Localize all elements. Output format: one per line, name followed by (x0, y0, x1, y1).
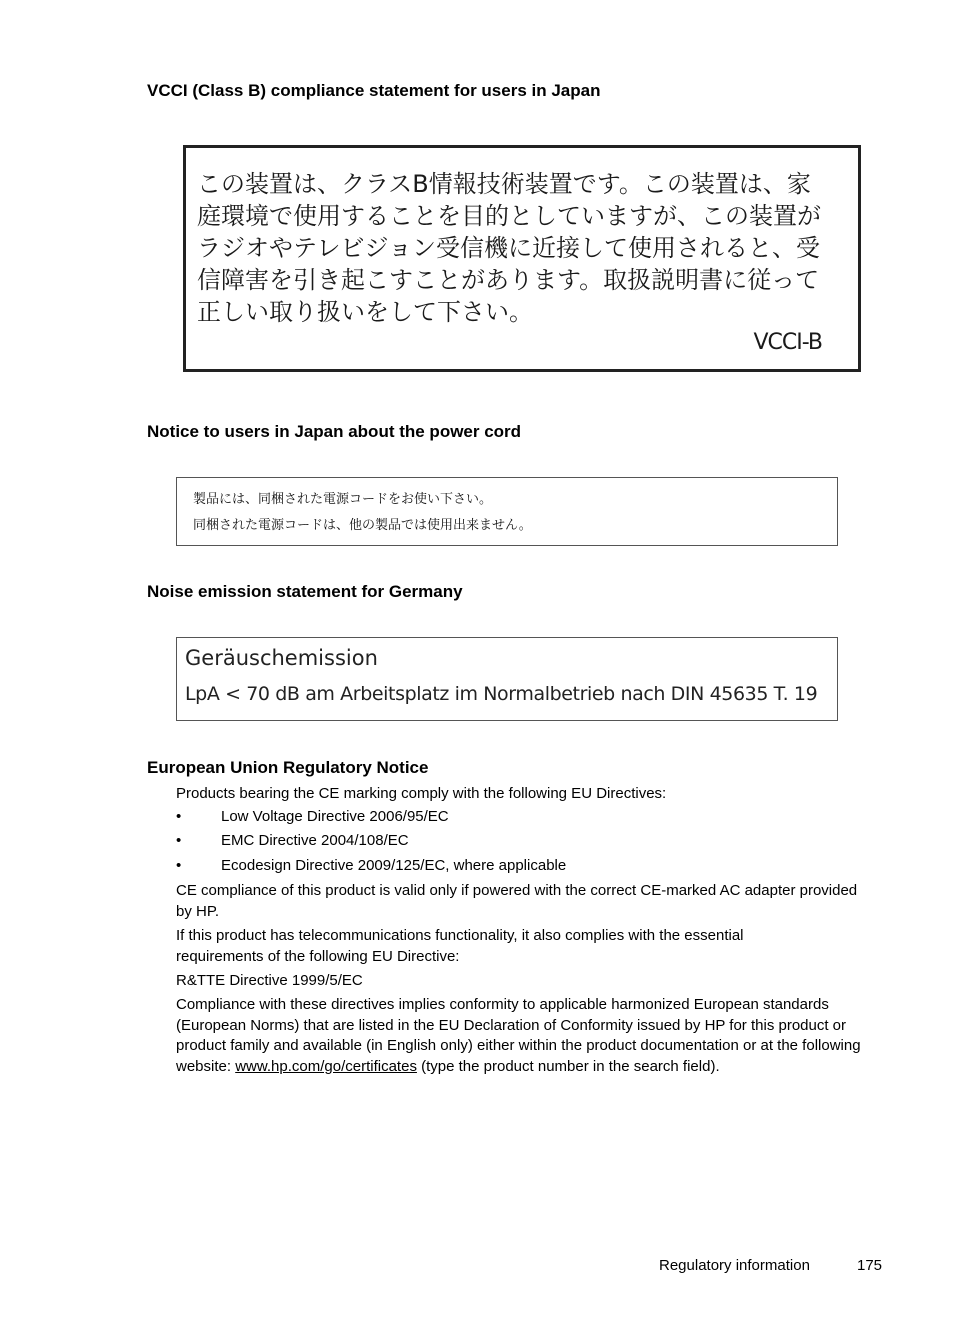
noise-heading: Noise emission statement for Germany (147, 582, 463, 601)
noise-emission-notice (176, 637, 838, 721)
cord-line: 製品には、同梱された電源コードをお使い下さい。 (193, 492, 493, 507)
cord-heading: Notice to users in Japan about the power cord (147, 422, 522, 441)
conformity-text-start: Compliance with these directives implies conformity to applicable harmonized European standards (European Norms) that are listed in the EU Declaration of Conformity issued by HP for this product or product family and available (in English only) either within the product documentation or at the following website: (176, 996, 861, 1075)
cord-line: 同梱された電源コードは、他の製品では使用出来ません。 (193, 518, 532, 533)
noise-title: Geräuschemission (185, 646, 378, 670)
directive-item: EMC Directive 2004/108/EC (221, 832, 409, 849)
conformity-text (176, 995, 876, 1077)
directive-item: Ecodesign Directive 2009/125/EC, where applicable (221, 857, 567, 874)
noise-text: LpA < 70 dB am Arbeitsplatz im Normalbetrieb nach DIN 45635 T. 19 (185, 683, 818, 705)
rtte-text: R&TTE Directive 1999/5/EC (176, 972, 363, 989)
vcci-line: 正しい取り扱いをして下さい。 (197, 298, 533, 326)
page-number: 175 (857, 1257, 883, 1274)
directive-item: Low Voltage Directive 2006/95/EC (221, 808, 449, 825)
bullet-icon: • (176, 832, 182, 849)
footer-section-label: Regulatory information (659, 1257, 810, 1274)
vcci-heading: VCCI (Class B) compliance statement for users in Japan (147, 81, 601, 100)
vcci-line: ラジオやテレビジョン受信機に近接して使用されると、受 (197, 234, 821, 262)
eu-heading: European Union Regulatory Notice (147, 758, 429, 777)
bullet-icon: • (176, 857, 182, 874)
telecom-text: If this product has telecommunications functionality, it also complies with the essential requirements of the following EU Directive: (176, 927, 744, 965)
bullet-icon: • (176, 808, 182, 825)
certificates-link[interactable]: www.hp.com/go/certificates (235, 1057, 417, 1075)
vcci-notice-image (183, 145, 861, 372)
power-cord-notice (176, 477, 838, 546)
vcci-line: 庭環境で使用することを目的としていますが、この装置が (197, 202, 821, 230)
vcci-mark: VCCI-B (753, 330, 822, 355)
ce-compliance-text: CE compliance of this product is valid only if powered with the correct CE-marked AC adapter provided by HP. (176, 882, 858, 920)
vcci-line: この装置は、クラスB情報技術装置です。この装置は、家 (197, 170, 811, 198)
vcci-line: 信障害を引き起こすことがあります。取扱説明書に従って (197, 266, 820, 294)
eu-intro: Products bearing the CE marking comply with the following EU Directives: (176, 785, 667, 802)
conformity-text-end: (type the product number in the search field). (416, 1057, 720, 1075)
